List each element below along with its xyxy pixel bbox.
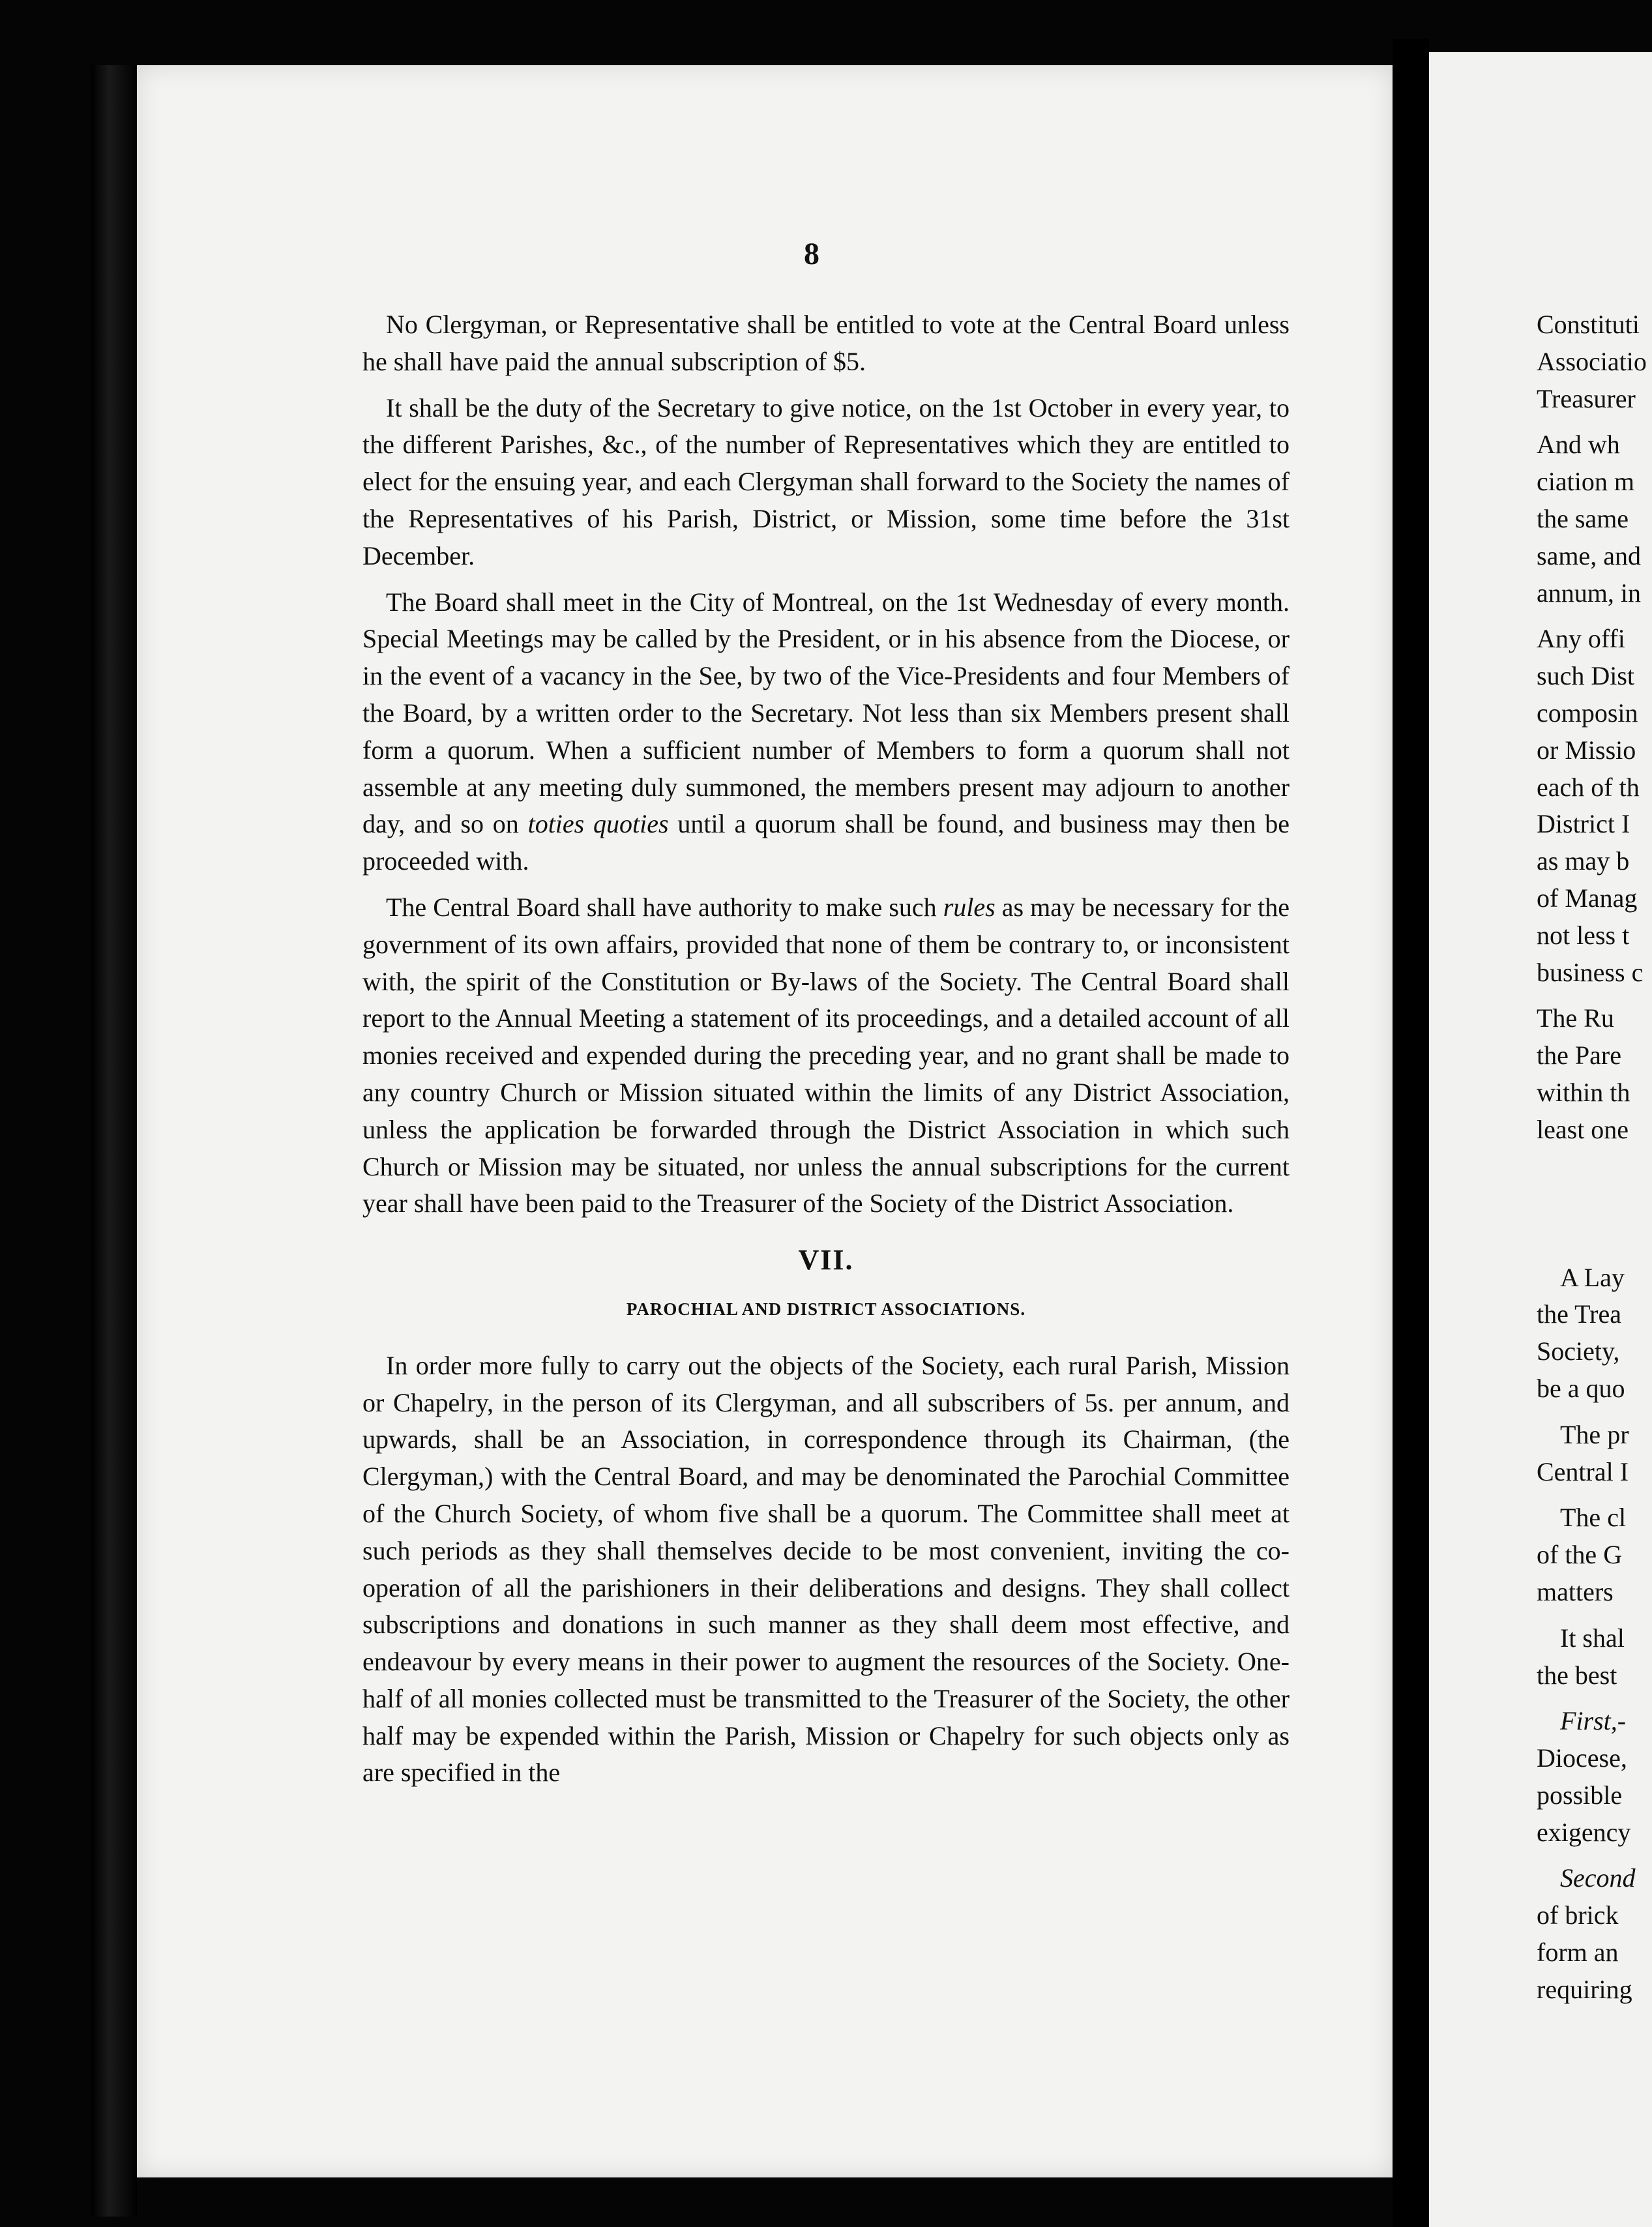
facing-line: The pr <box>1560 1419 1629 1449</box>
paragraph-board-meetings-text: The Board shall meet in the City of Montreal, on the 1st Wednesday of every month. Special Meetings may be called by the President, or in his absence from the Diocese, or in the event of a vacancy in the See, by two of the Vice-Presidents and four Members of the Board, by a written order to the Secretary. Not less than six Members present shall form a quorum. When a sufficient number of Members to form a quorum shall not assemble at any meeting duly summoned, the members present may adjourn to another day, and so on <box>362 587 1290 839</box>
facing-line: be a quo <box>1537 1373 1625 1403</box>
facing-line: not less t <box>1537 920 1630 950</box>
facing-line: Treasurer <box>1537 383 1636 413</box>
facing-line: requiring <box>1537 1974 1632 2004</box>
italic-second: Second <box>1560 1863 1636 1893</box>
italic-toties-quoties: toties quoties <box>527 809 669 839</box>
main-text-column <box>362 306 1290 1801</box>
italic-first: First,- <box>1560 1706 1627 1736</box>
facing-line <box>1537 1703 1652 1740</box>
facing-line: or Missio <box>1537 735 1636 765</box>
facing-line: District I <box>1537 809 1630 839</box>
facing-line: composin <box>1537 698 1638 728</box>
facing-line: The cl <box>1560 1503 1627 1533</box>
facing-line: Central I <box>1537 1456 1629 1486</box>
page-gutter <box>1393 39 1429 2227</box>
facing-line: each of th <box>1537 772 1640 802</box>
facing-line: Diocese, <box>1537 1743 1627 1773</box>
facing-line: possible <box>1537 1780 1623 1810</box>
facing-line: ciation m <box>1537 467 1634 497</box>
paragraph-voting-right: No Clergyman, or Representative shall be entitled to vote at the Central Board unless he shall have paid the annual subscription of $5. <box>362 310 1290 376</box>
facing-line: such Dist <box>1537 661 1634 691</box>
facing-line: the Pare <box>1537 1040 1621 1070</box>
facing-line: Society, <box>1537 1336 1620 1366</box>
facing-line: of the G <box>1537 1540 1623 1570</box>
paragraph-board-rules <box>362 889 1290 1222</box>
facing-page-text <box>1537 306 1652 2009</box>
paragraph-secretary-notice: It shall be the duty of the Secretary to give notice, on the 1st October in every year, to the different Parishes, &c., of the number of Representatives which they are entitled to elect for the ensuing year, and each Clergyman shall forward to the Society the names of the Representatives of his Parish, District, or Mission, some time before the 31st December. <box>362 392 1290 570</box>
facing-line: business c <box>1537 957 1644 987</box>
facing-line: matters <box>1537 1576 1614 1606</box>
paragraph-board-meetings <box>362 584 1290 880</box>
paragraph-board-rules-tail: as may be necessary for the government of its own affairs, provided that none of them be contrary to, or inconsistent with, the spirit of the Constitution or By-laws of the Society. The Central Board shall report to the Annual Meeting a statement of its proceedings, and a detailed account of all monies received and expended during the preceding year, and no grant shall be made to any country Church or Mission situated within the limits of any District Association, unless the application be forwarded through the District Association in which such Church or Mission may be situated, nor unless the annual subscriptions for the current year shall have been paid to the Treasurer of the Society of the District Association. <box>362 892 1290 1218</box>
paragraph-parochial-associations: In order more fully to carry out the objects of the Society, each rural Parish, Mission or Chapelry, in the person of its Clergyman, and all subscribers of 5s. per annum, and upwards, shall be an Association, in correspondence through its Chairman, (the Clergyman,) with the Central Board, and may be denominated the Parochial Committee of the Church Society, of whom five shall be a quorum. The Committee shall meet at such periods as they shall themselves decide to be most convenient, inviting the co-operation of all the parishioners in their deliberations and designs. They shall collect subscriptions and donations in such manner as they shall deem most effective, and endeavour by every means in their power to augment the resources of the Society. One-half of all monies collected must be transmitted to the Treasurer of the Society, the other half may be expended within the Parish, Mission or Chapelry for such objects only as are specified in the <box>362 1350 1290 1788</box>
facing-line: Associatio <box>1537 346 1647 376</box>
facing-line: same, and <box>1537 540 1641 570</box>
facing-line: as may b <box>1537 846 1630 876</box>
section-heading: PAROCHIAL AND DISTRICT ASSOCIATIONS. <box>626 1299 1026 1319</box>
facing-line: of Manag <box>1537 883 1638 913</box>
paragraph-board-rules-text: The Central Board shall have authority to make such <box>386 892 937 922</box>
facing-line: the Trea <box>1537 1299 1621 1329</box>
facing-line: form an <box>1537 1938 1619 1968</box>
facing-line: the best <box>1537 1660 1617 1690</box>
facing-line: And wh <box>1537 430 1620 460</box>
facing-line: Any offi <box>1537 624 1625 654</box>
facing-line <box>1537 1860 1652 1897</box>
facing-line: annum, in <box>1537 578 1641 608</box>
facing-line: The Ru <box>1537 1003 1614 1033</box>
facing-line: Constituti <box>1537 310 1640 339</box>
facing-line: least one <box>1537 1114 1629 1144</box>
facing-line: the same <box>1537 503 1629 533</box>
facing-line: A Lay <box>1560 1262 1625 1292</box>
facing-line: of brick <box>1537 1900 1619 1930</box>
book-binding-edge <box>91 65 137 2217</box>
paragraph-board-meetings-tail: until a quorum shall be found, and business may then be proceeded with. <box>362 809 1290 876</box>
italic-rules: rules <box>943 892 996 922</box>
section-number: VII. <box>798 1244 854 1276</box>
facing-line: It shal <box>1560 1623 1625 1653</box>
page-number: 8 <box>804 237 819 271</box>
facing-line: within th <box>1537 1077 1630 1107</box>
facing-line: exigency <box>1537 1817 1631 1847</box>
